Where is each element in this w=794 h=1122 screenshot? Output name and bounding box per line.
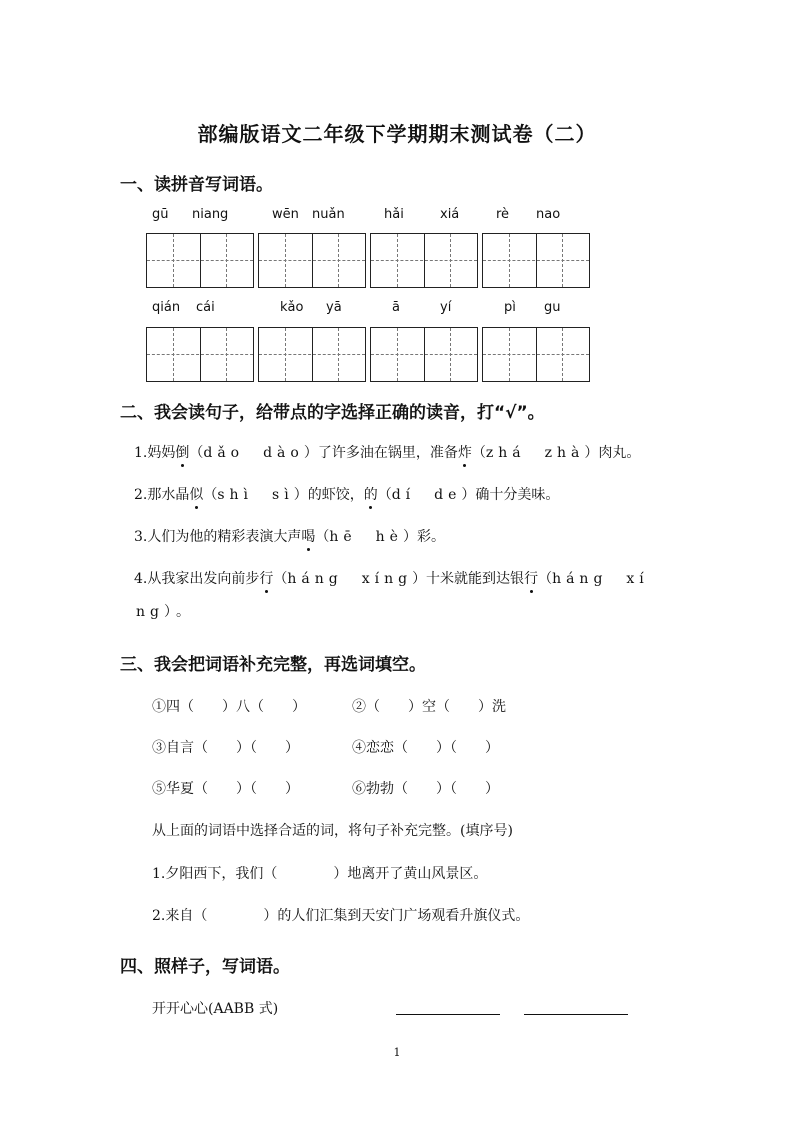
- item-number: 1.: [134, 445, 148, 461]
- pinyin-choices[interactable]: háng xíng: [287, 571, 413, 587]
- dotted-character: 行: [524, 568, 538, 588]
- pinyin-syllable: niang: [192, 207, 229, 222]
- sentence-text: ）确十分美味。: [461, 487, 560, 503]
- question-2-line-1: [134, 442, 640, 462]
- dotted-character: 的: [364, 484, 378, 504]
- pinyin-syllable: nao: [536, 207, 561, 222]
- pinyin-syllable: qián: [152, 300, 181, 315]
- writing-box[interactable]: [258, 327, 366, 382]
- fill-item[interactable]: ④恋恋（ ）（ ）: [352, 740, 499, 756]
- writing-box[interactable]: [482, 327, 590, 382]
- question-2-line-4-continued: ng）。: [136, 604, 195, 620]
- item-number: 2.: [134, 487, 148, 503]
- item-number: 3.: [134, 529, 148, 545]
- sentence-text: ）的虾饺，: [293, 487, 364, 503]
- question-2-line-4: [134, 568, 649, 588]
- fill-item[interactable]: ②（ ）空（ ）洗: [352, 699, 506, 715]
- pinyin-syllable: rè: [496, 207, 510, 222]
- dotted-character: 行: [259, 568, 273, 588]
- writing-box[interactable]: [258, 233, 366, 288]
- pinyin-syllable: pì: [504, 300, 516, 315]
- question-2-line-2: [134, 484, 559, 504]
- fill-instruction: 从上面的词语中选择合适的词，将句子补充完整。(填序号): [152, 823, 513, 839]
- pinyin-syllable: gu: [544, 300, 561, 315]
- pinyin-choices[interactable]: hē hè: [329, 529, 403, 545]
- sentence-text: 从我家出发向前步: [147, 571, 260, 587]
- pinyin-syllable: yā: [326, 300, 342, 315]
- fill-item[interactable]: ⑥勃勃（ ）（ ）: [352, 781, 499, 797]
- pinyin-choices[interactable]: háng xí: [552, 571, 649, 587]
- pinyin-choices[interactable]: shì sì: [217, 487, 294, 503]
- pinyin-syllable: nuǎn: [312, 207, 345, 222]
- fill-item[interactable]: ①四（ ）八（ ）: [152, 699, 306, 715]
- pinyin-row-2: [146, 300, 592, 320]
- writing-box[interactable]: [370, 327, 478, 382]
- paren: （: [471, 445, 486, 461]
- section-1-heading: 一、读拼音写词语。: [120, 175, 273, 195]
- paren: （: [538, 571, 553, 587]
- page-title: 部编版语文二年级下学期期末测试卷（二）: [197, 122, 597, 146]
- pinyin-choices[interactable]: dǎo dào: [203, 445, 304, 461]
- section-4-heading: 四、照样子，写词语。: [120, 957, 290, 977]
- pinyin-choices[interactable]: zhá zhà: [485, 445, 585, 461]
- fill-sentence-1[interactable]: 1.夕阳西下，我们（ ）地离开了黄山风景区。: [152, 866, 488, 882]
- pinyin-syllable: yí: [440, 300, 452, 315]
- pinyin-syllable: gū: [152, 207, 169, 222]
- paren: （: [273, 571, 288, 587]
- fill-item[interactable]: ③自言（ ）（ ）: [152, 740, 299, 756]
- writing-box[interactable]: [482, 233, 590, 288]
- page-number: 1: [393, 1046, 401, 1059]
- item-number: 4.: [134, 571, 148, 587]
- pinyin-choices[interactable]: dí de: [391, 487, 462, 503]
- pinyin-syllable: wēn: [272, 207, 299, 222]
- fill-item[interactable]: ⑤华夏（ ）（ ）: [152, 781, 299, 797]
- pinyin-syllable: xiá: [440, 207, 460, 222]
- dotted-character: 喝: [301, 526, 315, 546]
- question-2-line-3: [134, 526, 445, 546]
- sentence-text: 妈妈: [147, 445, 176, 461]
- writing-box[interactable]: [370, 233, 478, 288]
- pinyin-syllable: hǎi: [384, 207, 404, 222]
- pinyin-row-1: [146, 207, 592, 227]
- paren: （: [203, 487, 218, 503]
- writing-box[interactable]: [146, 233, 254, 288]
- sentence-text: ）肉丸。: [584, 445, 641, 461]
- sentence-text: 那水晶: [147, 487, 190, 503]
- example-word: 开开心心(AABB 式): [152, 1001, 279, 1017]
- dotted-character: 倒: [175, 442, 189, 462]
- pinyin-syllable: kǎo: [280, 300, 304, 315]
- answer-blank-1[interactable]: [396, 1014, 500, 1015]
- fill-sentence-2[interactable]: 2.来自（ ）的人们汇集到天安门广场观看升旗仪式。: [152, 908, 530, 924]
- sentence-text: 人们为他的精彩表演大声: [147, 529, 302, 545]
- pinyin-syllable: cái: [196, 300, 215, 315]
- dotted-character: 炸: [458, 442, 472, 462]
- answer-blank-2[interactable]: [524, 1014, 628, 1015]
- writing-box[interactable]: [146, 327, 254, 382]
- sentence-text: ）彩。: [402, 529, 445, 545]
- section-2-heading: 二、我会读句子，给带点的字选择正确的读音，打“√”。: [120, 403, 545, 423]
- paren: （: [189, 445, 204, 461]
- paren: （: [377, 487, 392, 503]
- sentence-text: ）十米就能到达银: [412, 571, 525, 587]
- pinyin-syllable: ā: [392, 300, 400, 315]
- sentence-text: ）了许多油在锅里，准备: [303, 445, 458, 461]
- dotted-character: 似: [189, 484, 203, 504]
- paren: （: [315, 529, 330, 545]
- section-3-heading: 三、我会把词语补充完整，再选词填空。: [120, 655, 426, 675]
